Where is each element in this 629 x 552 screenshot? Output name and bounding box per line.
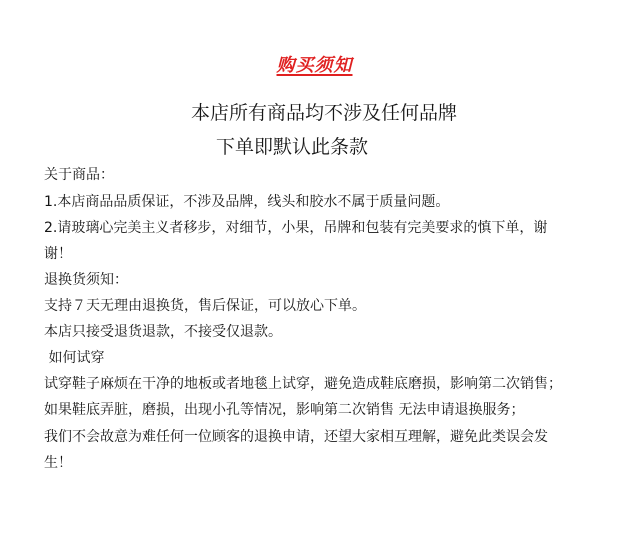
section-heading-try-on: 如何试穿 xyxy=(44,350,105,366)
notice-line: 生！ xyxy=(44,455,72,471)
section-heading-returns: 退换货须知： xyxy=(44,272,128,288)
notice-line: 本店只接受退货退款，不接受仅退款。 xyxy=(44,324,282,340)
notice-subtitle-terms: 下单即默认此条款 xyxy=(216,136,369,158)
notice-line: 支持７天无理由退换货，售后保证，可以放心下单。 xyxy=(44,298,366,314)
notice-line: 1.本店商品品质保证，不涉及品牌，线头和胶水不属于质量问题。 xyxy=(44,194,450,210)
section-heading-product: 关于商品： xyxy=(44,167,114,183)
notice-subtitle-brand: 本店所有商品均不涉及任何品牌 xyxy=(191,102,458,124)
notice-line: 谢！ xyxy=(44,246,72,262)
notice-title: 购买须知 xyxy=(276,55,353,76)
notice-line: 2.请玻璃心完美主义者移步，对细节，小果，吊牌和包装有完美要求的慎下单，谢 xyxy=(44,220,548,236)
notice-line: 如果鞋底弄脏，磨损，出现小孔等情况，影响第二次销售 无法申请退换服务； xyxy=(44,402,525,418)
notice-line: 试穿鞋子麻烦在干净的地板或者地毯上试穿，避免造成鞋底磨损，影响第二次销售； xyxy=(44,376,562,392)
notice-line: 我们不会故意为难任何一位顾客的退换申请，还望大家相互理解，避免此类误会发 xyxy=(44,429,548,445)
